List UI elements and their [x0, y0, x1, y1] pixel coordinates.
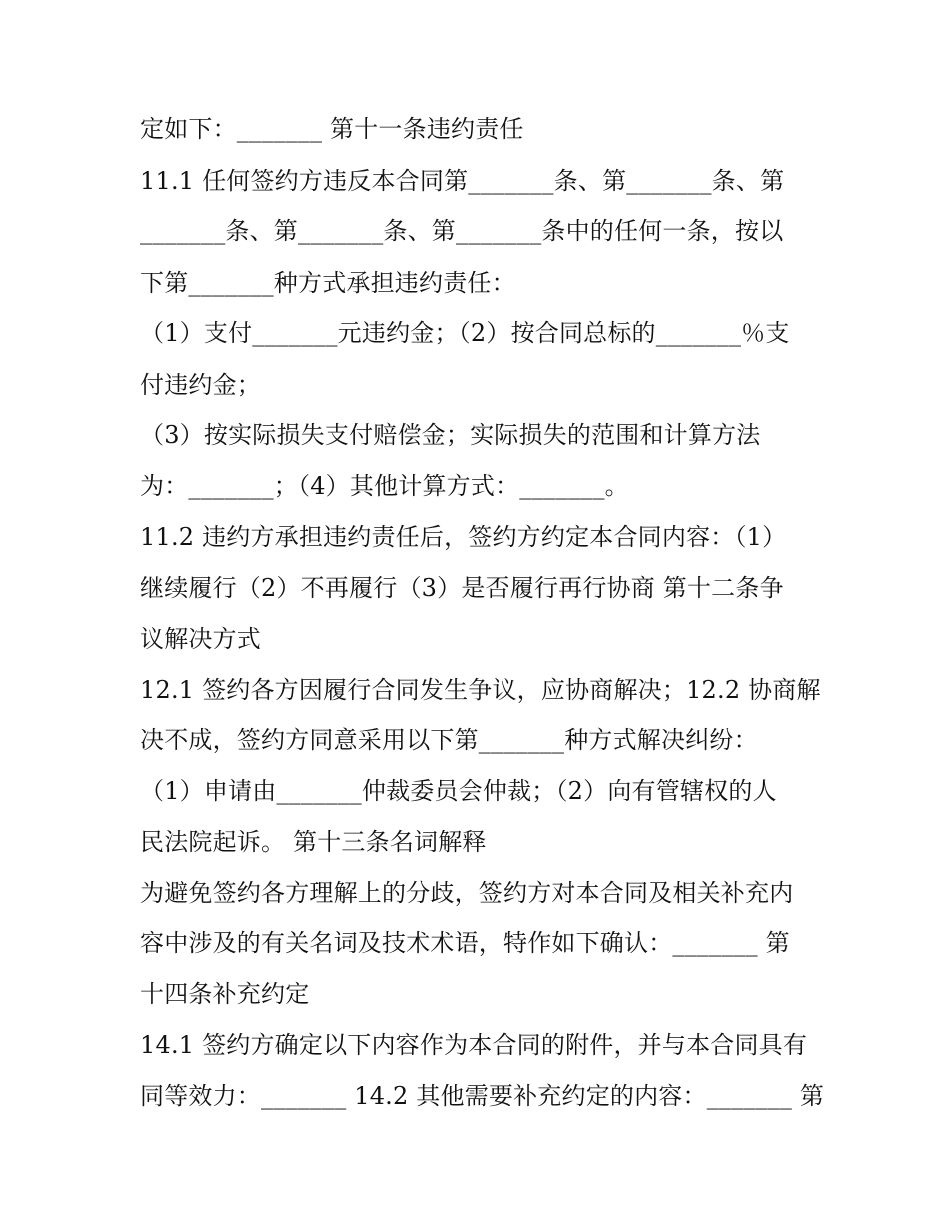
text-line: （1）申请由_______仲裁委员会仲裁；（2）向有管辖权的人 — [140, 777, 777, 805]
text-line: 同等效力：_______ 14.2 其他需要补充约定的内容：_______ 第 — [140, 1082, 825, 1110]
text-line: 14.1 签约方确定以下内容作为本合同的附件，并与本合同具有 — [140, 1031, 808, 1059]
text-line: 11.1 任何签约方违反本合同第_______条、第_______条、第 — [140, 167, 785, 195]
text-line: （3）按实际损失支付赔偿金；实际损失的范围和计算方法 — [140, 421, 761, 449]
text-line: _______条、第_______条、第_______条中的任何一条，按以 — [140, 217, 784, 245]
text-line: 决不成，签约方同意采用以下第_______种方式解决纠纷： — [140, 726, 758, 754]
text-line: 继续履行（2）不再履行（3）是否履行再行协商 第十二条争 — [140, 574, 784, 602]
text-line: 容中涉及的有关名词及技术术语，特作如下确认：_______ 第 — [140, 929, 790, 957]
text-line: 民法院起诉。 第十三条名词解释 — [140, 828, 487, 856]
text-line: 12.1 签约各方因履行合同发生争议，应协商解决；12.2 协商解 — [140, 676, 821, 704]
text-line: 为避免签约各方理解上的分歧，签约方对本合同及相关补充内 — [140, 879, 794, 907]
text-line: 定如下：_______ 第十一条违约责任 — [140, 115, 524, 143]
text-line: 11.2 违约方承担违约责任后，签约方约定本合同内容：（1） — [140, 523, 787, 551]
text-line: 下第_______种方式承担违约责任： — [140, 269, 516, 297]
text-line: （1）支付_______元违约金；（2）按合同总标的_______％支 — [140, 319, 790, 347]
text-line: 为：_______；（4）其他计算方式：_______。 — [140, 472, 629, 500]
text-line: 十四条补充约定 — [140, 980, 310, 1008]
text-line: 付违约金； — [140, 371, 261, 399]
text-line: 议解决方式 — [140, 625, 261, 653]
